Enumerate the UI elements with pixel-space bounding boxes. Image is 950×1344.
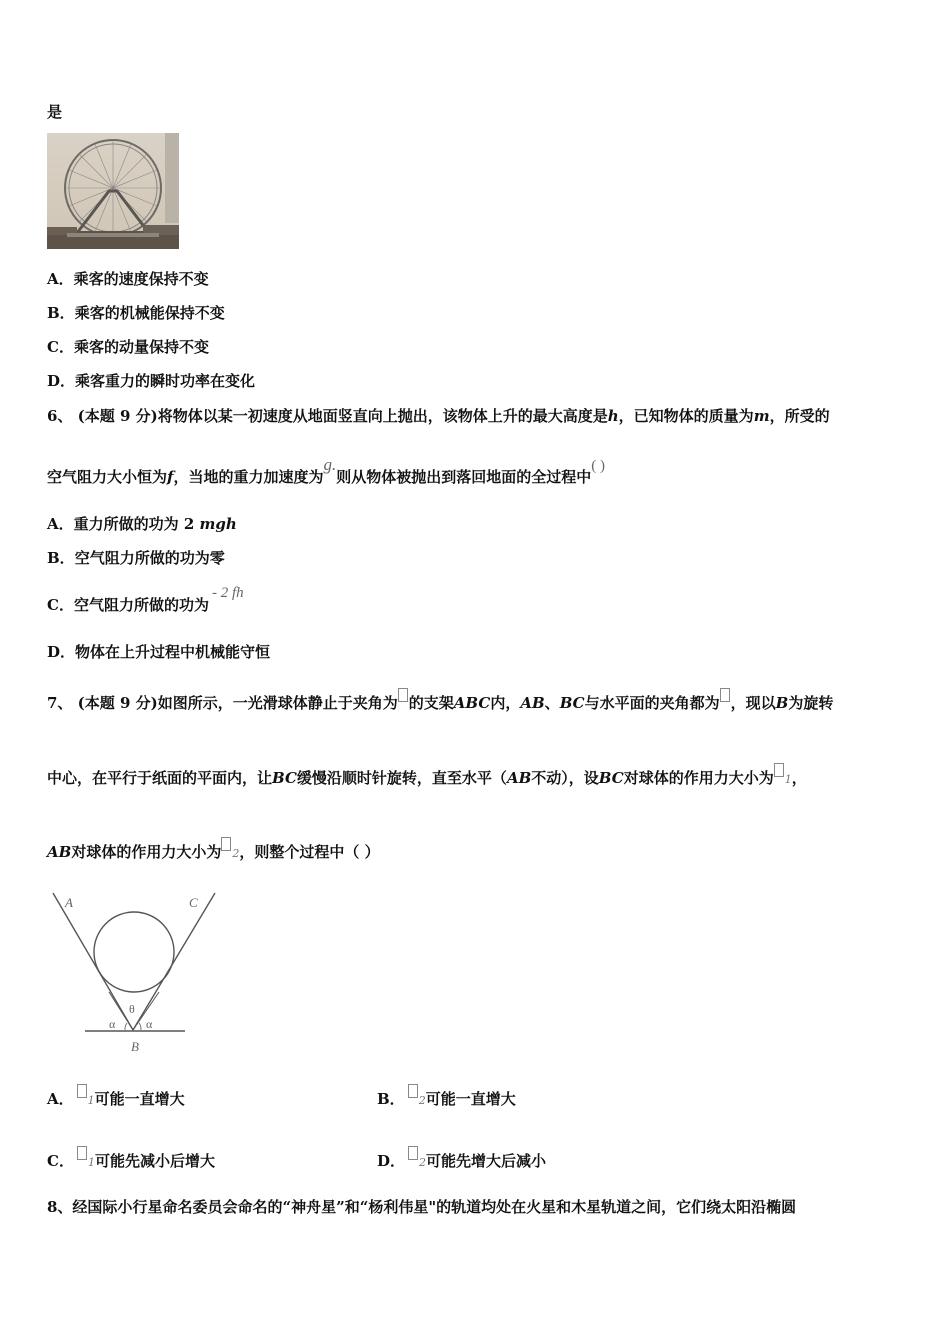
option-letter: D．	[377, 1152, 406, 1170]
var-f: f	[167, 468, 174, 486]
var-ab: AB	[47, 843, 72, 861]
label-b: B	[131, 1039, 139, 1054]
q7-text: 对球体的作用力大小为	[623, 769, 774, 787]
answer-paren: ( )	[591, 458, 605, 474]
var-mgh: mgh	[199, 515, 237, 533]
missing-symbol-icon	[398, 688, 408, 702]
var-abc: ABC	[453, 694, 491, 712]
q6-text: 空气阻力大小恒为	[47, 468, 168, 486]
label-alpha-right: α	[146, 1017, 153, 1031]
missing-symbol-icon	[77, 1084, 87, 1098]
math-expression: - 2 fh	[211, 585, 244, 601]
var-ab: AB	[520, 694, 545, 712]
option-letter: A．	[47, 270, 74, 288]
option-letter: A．	[47, 515, 74, 533]
option-letter: C．	[47, 1152, 74, 1170]
q7-text: 中心，在平行于纸面的平面内，让	[47, 769, 273, 787]
q7-line-1	[47, 688, 833, 713]
var-bc: BC	[272, 769, 297, 787]
label-a: A	[65, 895, 73, 910]
label-theta: θ	[129, 1002, 135, 1016]
q7-text: 内，	[490, 694, 521, 712]
q7-line-2	[47, 763, 807, 790]
option-letter: A．	[47, 1090, 74, 1108]
q7-option-b	[377, 1084, 516, 1111]
q6-option-c	[47, 585, 244, 616]
q5-option-a	[47, 269, 209, 289]
missing-symbol-icon	[720, 688, 730, 702]
q7-text: ，	[791, 769, 807, 787]
subscript: 1	[784, 773, 792, 786]
q6-text: 则从物体被抛出到落回地面的全过程中	[336, 468, 592, 486]
option-text: 乘客的速度保持不变	[73, 270, 209, 288]
label-alpha-left: α	[109, 1017, 116, 1031]
option-letter: D．	[47, 643, 76, 661]
missing-symbol-icon	[221, 837, 231, 851]
question-number: 6、	[47, 407, 73, 425]
q7-text: ，现以	[730, 694, 776, 712]
q6-option-a	[47, 514, 237, 534]
option-letter: B．	[377, 1090, 405, 1108]
q7-text: 、	[544, 694, 560, 712]
q8-line-1: 8、经国际小行星命名委员会命名的“神舟星”和“杨利伟星"的轨道均处在火星和木星轨道之间，它们绕太阳沿椭圆	[47, 1198, 797, 1216]
q7-option-c	[47, 1146, 215, 1173]
q6-line-2	[47, 455, 605, 488]
option-letter: C．	[47, 596, 74, 614]
option-text: 重力所做的功为 2	[73, 515, 200, 533]
q6-text: ，所受的	[769, 407, 830, 425]
subscript: 1	[87, 1156, 95, 1169]
q7-line-3	[47, 837, 380, 864]
q6-option-d	[47, 642, 270, 662]
var-bc: BC	[559, 694, 585, 712]
option-text: 乘客重力的瞬时功率在变化	[75, 372, 256, 390]
g-symbol: g.	[323, 455, 337, 474]
subscript: 2	[418, 1094, 426, 1107]
option-text: 乘客的机械能保持不变	[74, 304, 225, 322]
q7-text: 如图所示，一光滑球体静止于夹角为	[157, 694, 398, 712]
var-b: B	[775, 694, 789, 712]
missing-symbol-icon	[408, 1084, 418, 1098]
q6-option-b	[47, 548, 225, 568]
var-ab: AB	[506, 769, 532, 787]
q7-text: 为旋转	[788, 694, 834, 712]
option-letter: C．	[47, 338, 74, 356]
option-letter: B．	[47, 549, 75, 567]
subscript: 1	[87, 1094, 95, 1107]
option-text: 可能一直增大	[94, 1090, 185, 1108]
q7-text: ，则整个过程中（ ）	[239, 843, 380, 861]
label-c: C	[189, 895, 198, 910]
q5-option-b	[47, 303, 225, 323]
q7-option-d	[377, 1146, 546, 1173]
q7-option-a	[47, 1084, 185, 1111]
option-text: 乘客的动量保持不变	[73, 338, 209, 356]
option-text: 空气阻力所做的功为零	[74, 549, 225, 567]
missing-symbol-icon	[77, 1146, 87, 1160]
var-h: h	[607, 407, 619, 425]
option-text: 物体在上升过程中机械能守恒	[75, 643, 271, 661]
option-text: 可能一直增大	[425, 1090, 516, 1108]
subscript: 2	[419, 1156, 427, 1169]
var-bc: BC	[598, 769, 624, 787]
missing-symbol-icon	[408, 1146, 418, 1160]
q7-text: 与水平面的夹角都为	[584, 694, 720, 712]
option-text: 可能先减小后增大	[94, 1152, 215, 1170]
option-letter: D．	[47, 372, 76, 390]
option-letter: B．	[47, 304, 75, 322]
q6-text: ，已知物体的质量为	[618, 407, 754, 425]
ball-in-bracket-diagram	[45, 885, 225, 1055]
ferris-wheel-photo	[47, 133, 179, 249]
q7-text: 不动），设	[531, 769, 599, 787]
option-text: 空气阻力所做的功为	[73, 596, 209, 614]
subscript: 2	[232, 847, 240, 860]
q5-option-d	[47, 371, 255, 391]
q6-line-1	[47, 406, 830, 426]
q7-text: 缓慢沿顺时针旋转，直至水平（	[296, 769, 507, 787]
q6-text: 将物体以某一初速度从地面竖直向上抛出，该物体上升的最大高度是	[157, 407, 608, 425]
question-score: (本题 9 分)	[77, 694, 158, 712]
q7-text: 对球体的作用力大小为	[71, 843, 222, 861]
question-fragment: 是	[47, 103, 63, 121]
question-number: 7、	[47, 694, 73, 712]
ball	[94, 912, 174, 992]
option-text: 可能先增大后减小	[426, 1152, 547, 1170]
var-m: m	[753, 407, 770, 425]
q5-option-c	[47, 337, 209, 357]
q7-text: 的支架	[408, 694, 454, 712]
question-score: (本题 9 分)	[77, 407, 158, 425]
missing-symbol-icon	[774, 763, 784, 777]
q6-text: ，当地的重力加速度为	[173, 468, 324, 486]
